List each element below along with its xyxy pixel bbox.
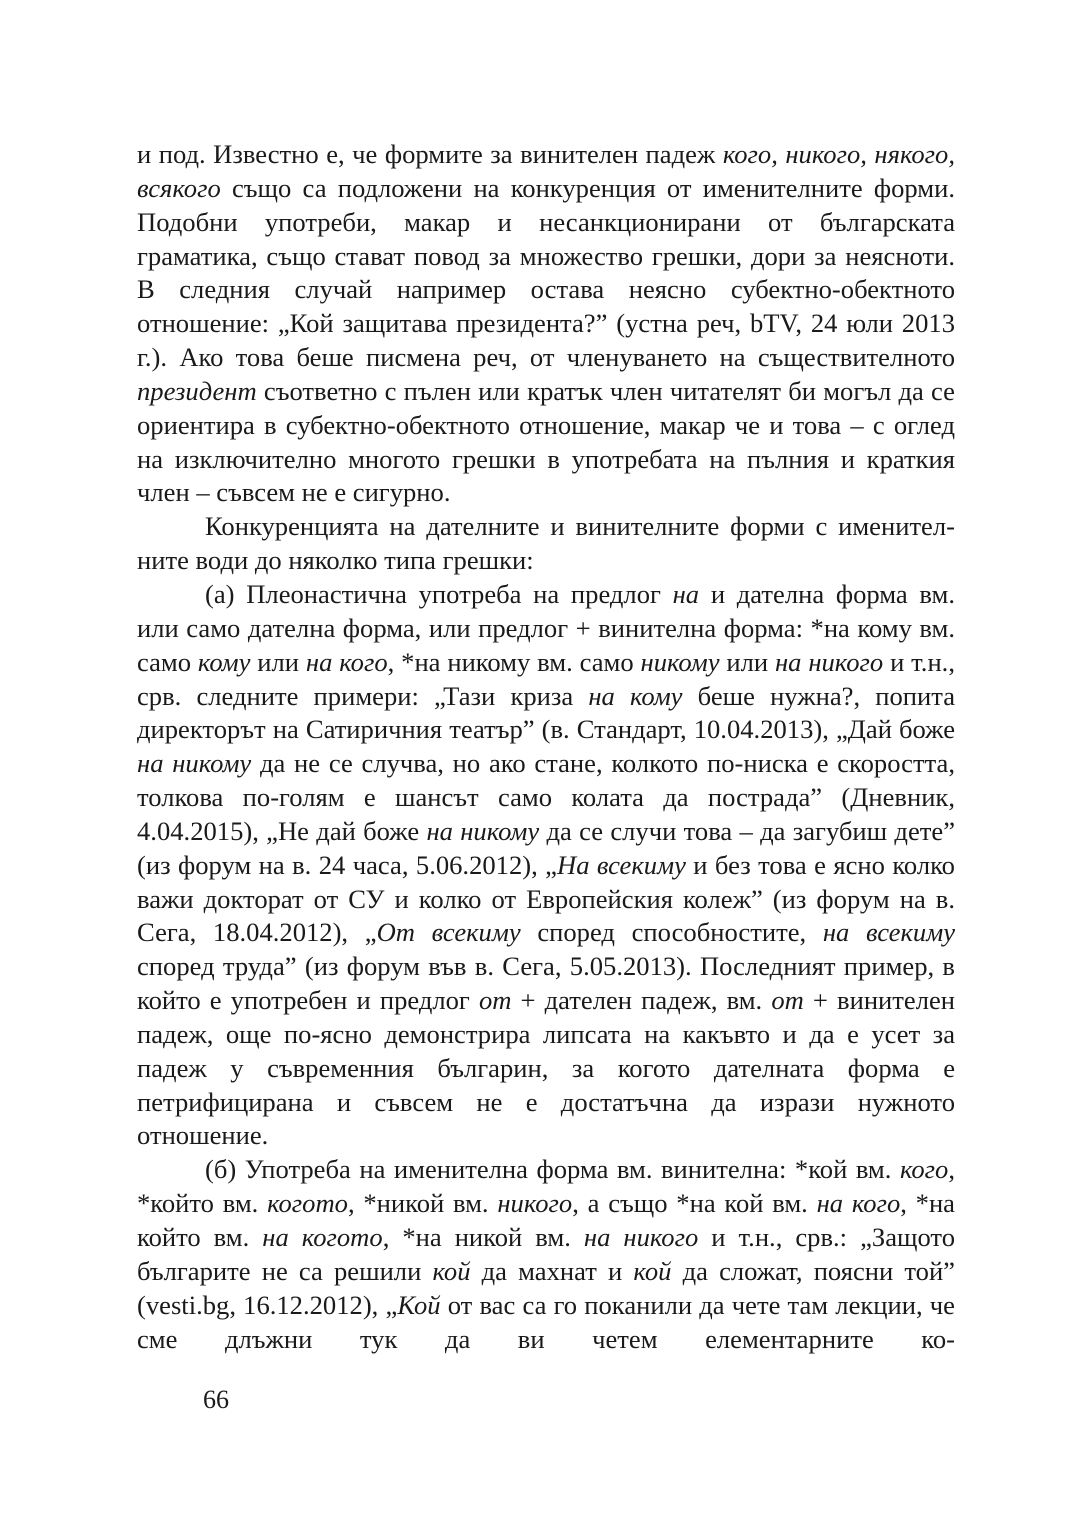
text-run: съответно с пълен или кратък член читателят би могъл да се ориентира в субектно-обектното отношение, макар че и това – с оглед на изключително многото грешки в употребата на пълния и краткия член – съвсем не е сигурно. xyxy=(137,375,955,508)
italic-text: на никого xyxy=(583,1222,699,1252)
text-run: според труда” (из форум във в. Сега, 5.05.2013). Последният пример, в който е употребен и предлог xyxy=(137,951,955,1016)
italic-text: от xyxy=(771,985,804,1016)
text-run: да махнат и xyxy=(470,1255,634,1286)
italic-text: на кого xyxy=(816,1188,901,1219)
italic-text: Кой xyxy=(397,1289,441,1320)
paragraph xyxy=(137,138,955,510)
italic-text: кого, никого, някого, всякого xyxy=(137,139,955,203)
italic-text: на никому xyxy=(426,815,540,846)
text-run: или xyxy=(250,646,306,677)
text-run: , *който вм. xyxy=(137,1154,955,1219)
text-run: също са подложени на конкуренция от именителните форми. Подобни употреби, макар и несанкционирани от българската граматика, също стават повод за множество грешки, дори за неясноти. В следния случай например остава неясно субектно-обектното отношение: „Кой защитава президента?” (устна реч, bTV, 24 юли 2013 г.). Ако това беше писмена реч, от членуването на съществителното xyxy=(137,172,955,373)
text-run: , *на никой вм. xyxy=(382,1222,584,1252)
text-run: и дателна форма вм. или само дателна форма, или предлог + винителна форма: *на кому вм. само xyxy=(137,578,955,677)
body-text xyxy=(137,138,955,1356)
italic-text: на никого xyxy=(774,646,884,677)
text-run: от вас са го поканили да чете там лекции, че сме длъжни тук да ви четем елементарните ко- xyxy=(137,1289,955,1354)
text-run: и без това е ясно колко важи докторат от СУ и колко от Европейския колеж” (из форум на в. Сега, 18.04.2012), „ xyxy=(137,849,955,948)
paragraph xyxy=(137,578,955,1153)
paragraph xyxy=(137,510,955,578)
paragraph xyxy=(137,1153,955,1356)
italic-text: на когото xyxy=(262,1222,383,1252)
text-run: , *никой вм. xyxy=(347,1188,498,1219)
text-run: Конкуренцията на дателните и винителните форми с именителните води до няколко типа грешки: xyxy=(137,511,955,576)
text-run: да сложат, поясни той” (vesti.bg, 16.12.2012), „ xyxy=(137,1255,955,1320)
text-run: , *на който вм. xyxy=(137,1188,955,1252)
text-run: беше нужна?, попита директорът на Сатиричния театър” (в. Стандарт, 10.04.2013), „Дай боже xyxy=(137,680,956,745)
text-run: и т.н., срв. следните примери: „Тази криза xyxy=(137,646,955,711)
italic-text: когото xyxy=(267,1188,348,1219)
text-run: , а също *на кой вм. xyxy=(572,1188,817,1219)
text-run: и т.н., срв.: „Защото българите не са решили xyxy=(137,1222,955,1286)
italic-text: От всекиму xyxy=(376,917,521,948)
text-run: според способностите, xyxy=(520,917,823,948)
italic-text: на всекиму xyxy=(822,917,955,948)
text-run: + винителен падеж, още по-ясно демонстрира липсата на какъвто и да е усет за падеж у съвременния българин, за когото дателната форма е петрифицирана и съвсем не е достатъчна да изрази нужното отношение. xyxy=(137,985,956,1151)
italic-text: от xyxy=(478,985,512,1016)
page-number: 66 xyxy=(203,1385,229,1414)
italic-text: кому xyxy=(197,646,251,677)
text-run: да не се случва, но ако стане, колкото по-ниска е скоростта, толкова по-голям е шансът само колата да пострада” (Дневник, 4.04.2015), „Не дай боже xyxy=(137,748,955,846)
text-run: или xyxy=(719,646,775,677)
text-run: (б) Употреба на именителна форма вм. винителна: *кой вм. xyxy=(205,1154,900,1185)
text-run: и под. Известно е, че формите за винителен падеж xyxy=(137,139,723,169)
text-run: (а) Плеонастична употреба на предлог xyxy=(205,578,673,609)
italic-text: кой xyxy=(432,1255,471,1286)
italic-text: на кого xyxy=(305,646,388,677)
italic-text: президент xyxy=(137,375,257,406)
text-run: да се случи това – да загубиш дете” (из форум на в. 24 часа, 5.06.2012), „ xyxy=(137,815,955,880)
italic-text: никого xyxy=(497,1188,573,1219)
text-run: + дателен падеж, вм. xyxy=(511,985,772,1016)
italic-text: кого xyxy=(899,1154,949,1185)
italic-text: никому xyxy=(640,646,720,677)
italic-text: на xyxy=(672,578,700,609)
italic-text: На всекиму xyxy=(557,849,686,880)
text-run: , *на никому вм. само xyxy=(387,646,641,677)
italic-text: на никому xyxy=(137,748,252,779)
italic-text: на кому xyxy=(588,680,683,711)
italic-text: кой xyxy=(633,1255,672,1286)
